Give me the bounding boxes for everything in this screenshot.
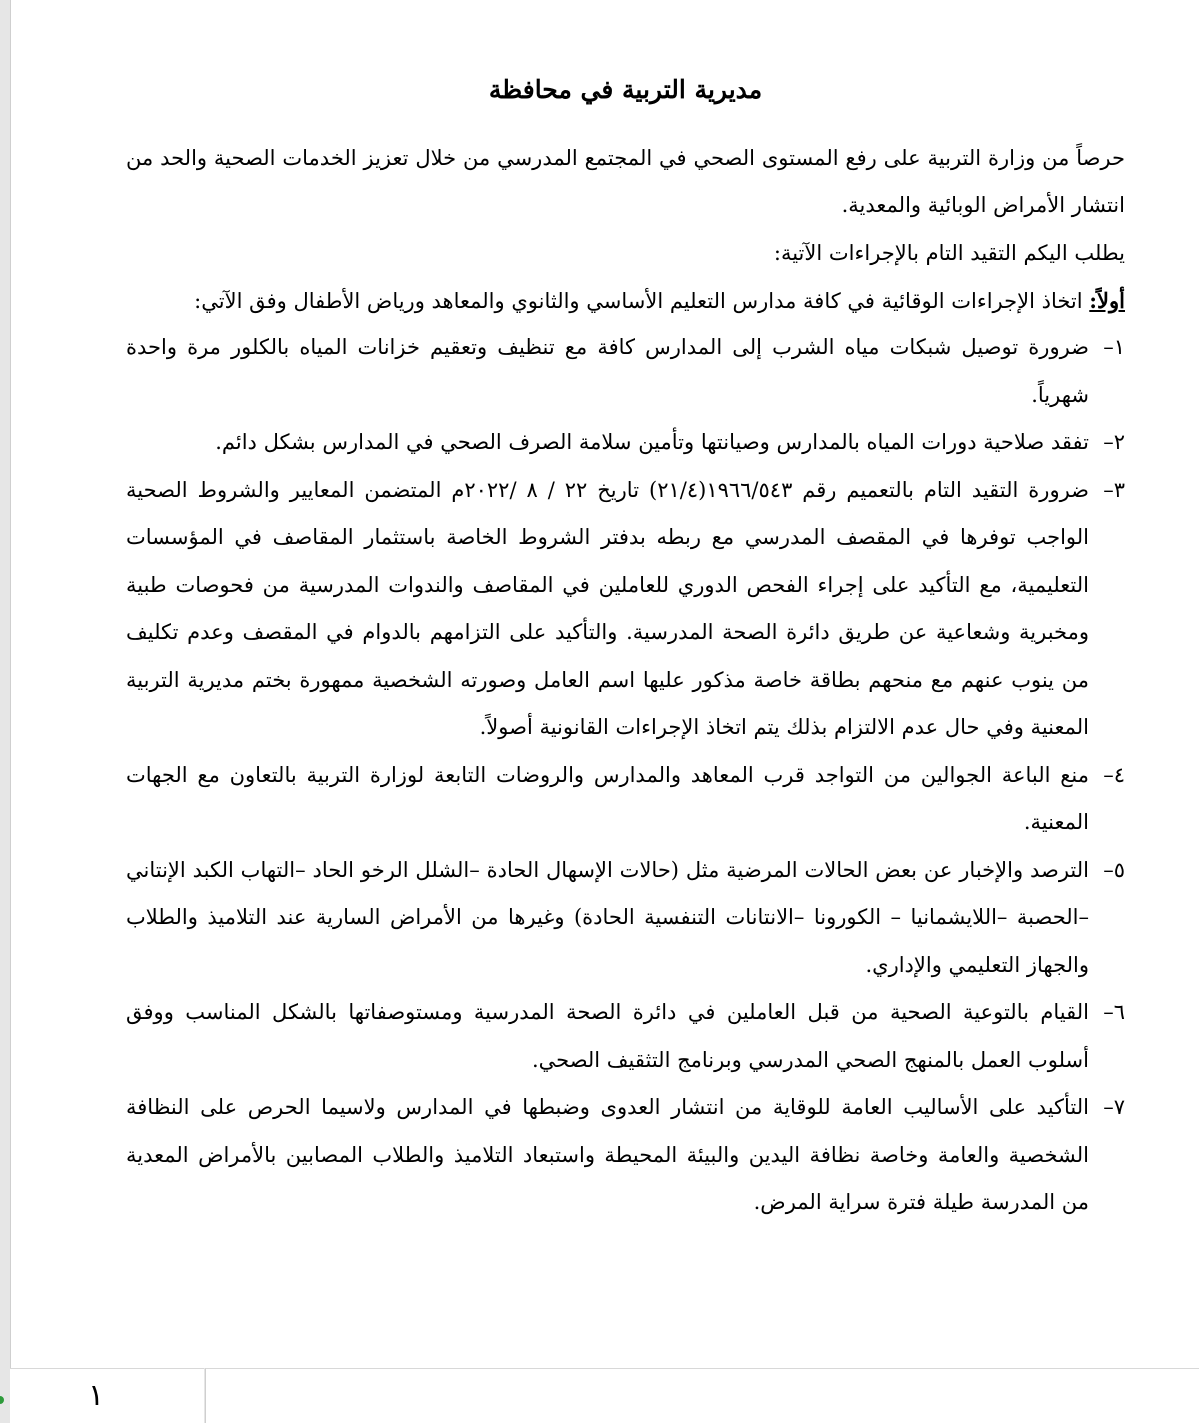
- list-item: [126, 752, 1125, 847]
- item-text: الترصد والإخبار عن بعض الحالات المرضية مثل (حالات الإسهال الحادة –الشلل الرخو الحاد –التهاب الكبد الإنتاني –الحصبة –اللايشمانيا – الكورونا –الانتانات التنفسية الحادة) وغيرها من الأمراض السارية عند التلاميذ والطلاب والجهاز التعليمي والإداري.: [126, 857, 1089, 977]
- document-title: مديرية التربية في محافظة: [488, 75, 763, 104]
- list-item: [126, 419, 1125, 467]
- section-label: أولاً:: [1089, 288, 1125, 313]
- document-page: [10, 0, 1199, 1368]
- intro-paragraph: حرصاً من وزارة التربية على رفع المستوى الصحي في المجتمع المدرسي من خلال تعزيز الخدمات الصحية والحد من انتشار الأمراض الوبائية والمعدية.: [126, 146, 1125, 217]
- item-text: التأكيد على الأساليب العامة للوقاية من انتشار العدوى وضبطها في المدارس ولاسيما الحرص على النظافة الشخصية والعامة وخاصة نظافة اليدين والبيئة المحيطة واستبعاد التلاميذ والطلاب المصابين بالأمراض المعدية من المدرسة طيلة فترة سراية المرض.: [126, 1095, 1089, 1214]
- item-text: القيام بالتوعية الصحية من قبل العاملين في دائرة الصحة المدرسية ومستوصفاتها بالشكل المناسب ووفق أسلوب العمل بالمنهج الصحي المدرسي وبرنامج التثقيف الصحي.: [126, 1000, 1089, 1072]
- item-number: ٥–: [1103, 857, 1125, 882]
- item-text: تفقد صلاحية دورات المياه بالمدارس وصيانتها وتأمين سلامة الصرف الصحي في المدارس بشكل دائم.: [215, 430, 1089, 454]
- item-number: ١–: [1103, 335, 1125, 359]
- next-page-edge: [205, 1368, 1199, 1423]
- edge-marker: [0, 1396, 4, 1404]
- section-text: اتخاذ الإجراءات الوقائية في كافة مدارس التعليم الأساسي والثانوي والمعاهد ورياض الأطفال وفق الآتي:: [194, 289, 1090, 313]
- request-line: يطلب اليكم التقيد التام بالإجراءات الآتية:: [773, 241, 1125, 265]
- procedure-list: [126, 324, 1125, 1227]
- list-item: [126, 1084, 1125, 1227]
- page-number: ١: [88, 1378, 105, 1413]
- list-item: [126, 324, 1125, 419]
- section-heading: [126, 277, 1125, 325]
- list-item: [126, 467, 1125, 752]
- item-text: ضرورة توصيل شبكات مياه الشرب إلى المدارس كافة مع تنظيف وتعقيم خزانات المياه بالكلور مرة واحدة شهرياً.: [126, 335, 1090, 407]
- list-item: [126, 847, 1125, 990]
- item-number: ٢–: [1103, 430, 1125, 454]
- footer-area: [10, 1368, 204, 1423]
- item-number: ٦–: [1103, 1000, 1125, 1024]
- item-number: ٤–: [1103, 762, 1125, 787]
- list-item: [126, 989, 1125, 1084]
- item-text: منع الباعة الجوالين من التواجد قرب المعاهد والمدارس والروضات التابعة لوزارة التربية بالتعاون مع الجهات المعنية.: [126, 762, 1089, 834]
- item-text: ضرورة التقيد التام بالتعميم رقم ١٩٦٦/٥٤٣(٢١/٤) تاريخ ٢٢ / ٨ /٢٠٢٢م المتضمن المعايير والشروط الصحية الواجب توفرها في المقصف المدرسي مع ربطه بدفتر الشروط الخاصة باستثمار المقاصف في المؤسسات التعليمية، مع التأكيد على إجراء الفحص الدوري للعاملين في المقاصف والندوات المدرسية من فحوصات طبية ومخبرية وشعاعية عن طريق دائرة الصحة المدرسية. والتأكيد على التزامهم بالدوام في المقصف وعدم تكليف من ينوب عنهم مع منحهم بطاقة خاصة مذكور عليها اسم العامل وصورته الشخصية ممهورة بختم مديرية التربية المعنية وفي حال عدم الالتزام بذلك يتم اتخاذ الإجراءات القانونية أصولاً.: [126, 477, 1089, 739]
- item-number: ٣–: [1103, 477, 1125, 502]
- item-number: ٧–: [1103, 1095, 1125, 1119]
